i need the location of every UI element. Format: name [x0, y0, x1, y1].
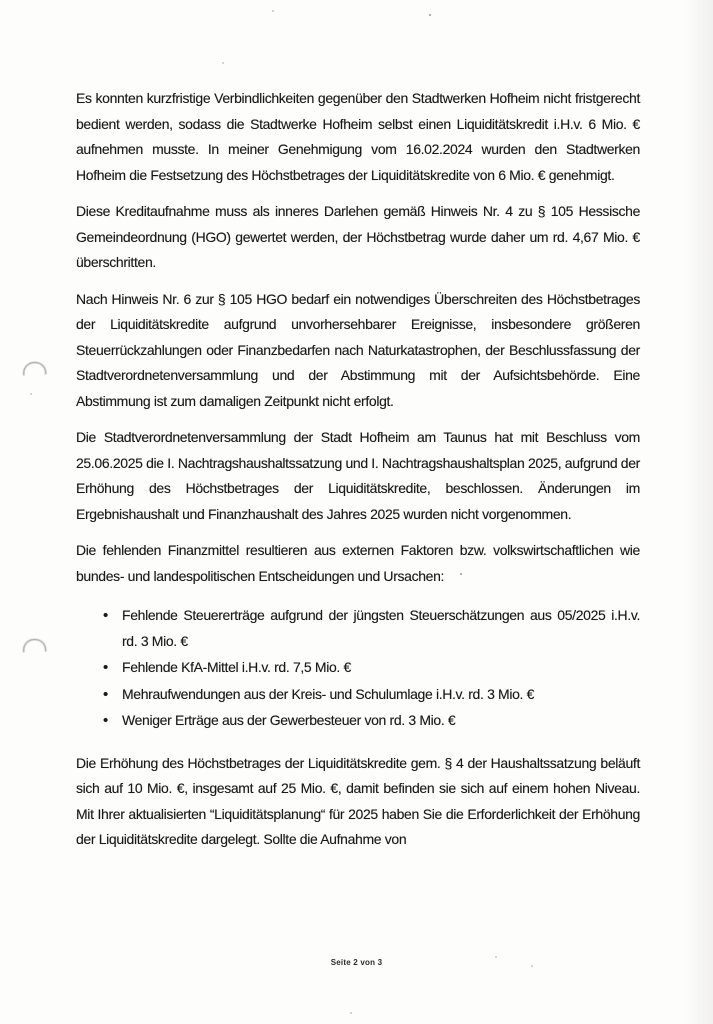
letter-body — [76, 86, 640, 864]
scan-speck — [429, 14, 431, 16]
punch-hole-mark — [23, 361, 47, 375]
paragraph-fehlende-finanzmittel-intro: Die fehlenden Finanzmittel resultieren aus externen Faktoren bzw. volkswirtschaftlichen wie bundes- und landespolitischen Entscheidungen und Ursachen: — [76, 542, 640, 584]
list-item: • Weniger Erträge aus der Gewerbesteuer von rd. 3 Mio. € — [76, 708, 640, 734]
paragraph-liquiditaetskredit-stadtwerke: Es konnten kurzfristige Verbindlichkeiten gegenüber den Stadtwerken Hofheim nicht fristgerecht bedient werden, sodass die Stadtwerke Hofheim selbst einen Liquiditätskredit i.H.v. 6 Mio. € aufnehmen musste. In meiner Genehmigung vom 16.02.2024 wurden den Stadtwerken Hofheim die Festsetzung des Höchstbetrages der Liquiditätskredite von 6 Mio. € genehmigt. — [76, 90, 640, 183]
list-item: • Mehraufwendungen aus der Kreis- und Schulumlage i.H.v. rd. 3 Mio. € — [76, 682, 640, 708]
page-number: Seite 2 von 3 — [330, 958, 383, 967]
paragraph-erhoehung-hoechstbetrag: Die Erhöhung des Höchstbetrages der Liquiditätskredite gem. § 4 der Haushaltssatzung beläuft sich auf 10 Mio. €, insgesamt auf 25 Mio. €, damit befinden sie sich auf einem hohen Niveau. Mit Ihrer aktualisierten “Liquiditätsplanung“ für 2025 haben Sie die Erforderlichkeit der Erhöhung der Liquiditätskredite dargelegt. Sollte die Aufnahme von — [76, 754, 640, 847]
scan-edge-shadow — [683, 0, 713, 1024]
list-item: • Fehlende Steuererträge aufgrund der jüngsten Steuerschätzungen aus 05/2025 i.H.v. rd. 3 Mio. € — [76, 603, 640, 654]
paragraph-nachtragshaushalt-beschluss: Die Stadtverordnetenversammlung der Stadt Hofheim am Taunus hat mit Beschluss vom 25.06.2025 die I. Nachtragshaushaltssatzung und I. Nachtragshaushaltsplan 2025, aufgrund der Erhöhung des Höchstbetrages der Liquiditätskredite, beschlossen. Änderungen im Ergebnishaushalt und Finanzhaushalt des Jahres 2025 wurden nicht vorgenommen. — [76, 429, 640, 522]
paragraph-hinweis-6-hgo: Nach Hinweis Nr. 6 zur § 105 HGO bedarf ein notwendiges Überschreiten des Höchstbetrages der Liquiditätskredite aufgrund unvorhersehbarer Ereignisse, insbesondere größeren Steuerrückzahlungen oder Finanzbedarfen nach Naturkatastrophen, der Beschlussfassung der Stadtverordnetenversammlung und der Abstimmung mit der Aufsichtsbehörde. Eine Abstimmung ist zum damaligen Zeitpunkt nicht erfolgt. — [76, 290, 640, 409]
scan-speck — [272, 10, 274, 12]
paragraph-inneres-darlehen: Diese Kreditaufnahme muss als inneres Darlehen gemäß Hinweis Nr. 4 zu § 105 Hessische Gemeindeordnung (HGO) gewertet werden, der Höchstbetrag wurde daher um rd. 4,67 Mio. € überschritten. — [76, 203, 640, 270]
list-item: • Fehlende KfA-Mittel i.H.v. rd. 7,5 Mio. € — [76, 655, 640, 681]
punch-hole-mark — [23, 639, 46, 653]
scan-speck — [30, 393, 32, 395]
bullet-list-fehlende-mittel — [76, 603, 640, 734]
scan-speck — [350, 1012, 352, 1014]
scan-speck — [222, 62, 224, 64]
